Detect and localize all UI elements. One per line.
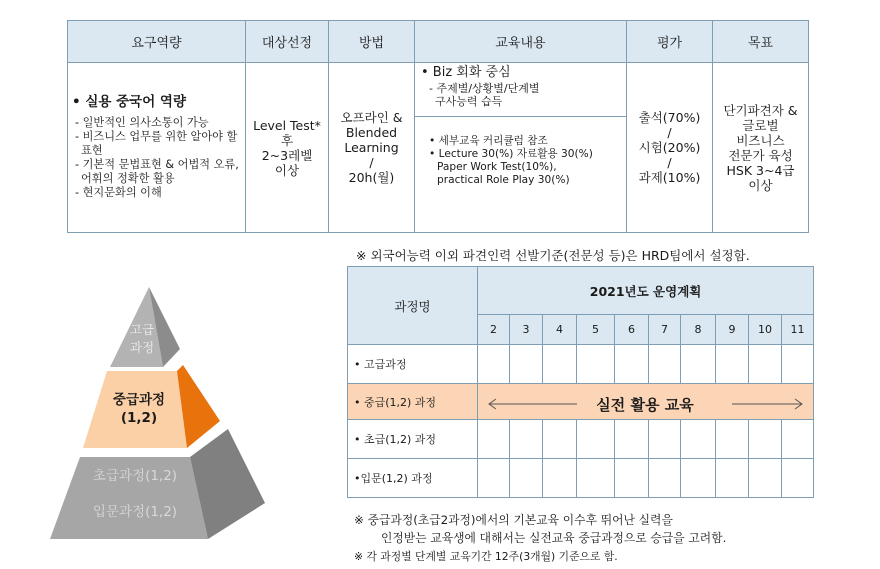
pyramid-middle-line: 중급과정 [112, 392, 166, 408]
month-cell: 8 [681, 315, 716, 345]
content-line: • 세부교육 커리큘럼 참조 [429, 135, 548, 147]
content-sub: 구사능력 습득 [435, 95, 503, 108]
content-bottom [415, 117, 626, 191]
pyramid-top-label [122, 321, 162, 357]
goal-line: HSK 3~4급 [726, 162, 795, 178]
method-line: 오프라인 & [340, 110, 403, 125]
table-header-row [68, 21, 809, 63]
evaluation-line: 시험(20%) [638, 140, 701, 155]
method-line: Learning [344, 140, 399, 155]
course-name-header: 과정명 [348, 267, 478, 345]
header-goal: 목표 [713, 21, 809, 63]
competency-table [67, 20, 809, 233]
course-beginner: • 초급(1,2) 과정 [348, 420, 478, 459]
pyramid-middle-label [90, 391, 188, 427]
header-content: 교육내용 [415, 21, 627, 63]
table-row [68, 63, 809, 233]
course-intro: •입문(1,2) 과정 [348, 459, 478, 498]
month-cell: 10 [749, 315, 782, 345]
evaluation-cell [627, 63, 713, 233]
header-evaluation: 평가 [627, 21, 713, 63]
month-cell: 7 [649, 315, 681, 345]
pyramid-bottom-line: 초급과정(1,2) [92, 468, 178, 484]
evaluation-line: 과제(10%) [638, 170, 701, 185]
pyramid-top-line: 과정 [129, 340, 155, 355]
pyramid-middle-line: (1,2) [120, 410, 158, 426]
method-line: / [369, 155, 374, 170]
goal-line: 단기파견자 & [723, 102, 798, 118]
evaluation-line: / [667, 155, 672, 170]
method-cell [329, 63, 415, 233]
goal-line: 글로벌 [742, 117, 779, 133]
competency-item: - 기본적 문법표현 & 어법적 오류, 어휘의 정확한 활용 [75, 158, 239, 185]
month-cell: 5 [577, 315, 615, 345]
month-cell: 2 [478, 315, 510, 345]
schedule-header-row [348, 267, 814, 315]
target-line: Level Test* [253, 117, 321, 133]
target-line: 이상 [274, 162, 300, 178]
goal-line: 비즈니스 [736, 132, 785, 148]
target-cell [246, 63, 329, 233]
competency-title: • 실용 중국어 역량 [72, 94, 187, 110]
selection-note: ※ 외국어능력 이외 파견인력 선발기준(전문성 등)은 HRD팀에서 설정함. [356, 248, 750, 263]
content-cell [415, 63, 627, 233]
content-line: • Lecture 30(%) 자료활용 30(%) [429, 148, 593, 160]
target-line: 후 [280, 132, 294, 148]
goal-line: 이상 [748, 177, 773, 193]
month-cell: 9 [716, 315, 749, 345]
header-competency: 요구역량 [68, 21, 246, 63]
plan-header: 2021년도 운영계획 [478, 267, 814, 315]
month-cell: 4 [543, 315, 577, 345]
promotion-note-continued: 인정받는 교육생에 대해서는 실전교육 중급과정으로 승급을 고려함. [381, 531, 727, 545]
content-line: Paper Work Test(10%), [437, 161, 557, 173]
month-cell: 11 [782, 315, 814, 345]
pyramid-bottom-label [70, 467, 200, 521]
content-line: practical Role Play 30(%) [437, 174, 570, 186]
pyramid-top-line: 고급 [129, 322, 155, 337]
competency-item: - 현지문화의 이해 [75, 186, 162, 199]
duration-note: ※ 각 과정별 단계별 교육기간 12주(3개월) 기준으로 함. [354, 550, 618, 563]
target-line: 2~3레벨 [261, 147, 313, 163]
table-row [348, 345, 814, 384]
course-intermediate: • 중급(1,2) 과정 [348, 384, 478, 420]
table-row [348, 420, 814, 459]
month-cell: 6 [615, 315, 649, 345]
evaluation-line: 출석(70%) [638, 110, 701, 125]
content-sub: - 주제별/상황별/단계별 [429, 82, 540, 95]
header-method: 방법 [329, 21, 415, 63]
goal-cell [713, 63, 809, 233]
course-advanced: • 고급과정 [348, 345, 478, 384]
competency-cell [68, 63, 246, 233]
goal-line: 전문가 육성 [728, 147, 793, 163]
course-pyramid [50, 287, 290, 539]
pyramid-bottom-line: 입문과정(1,2) [92, 504, 178, 520]
content-title: • Biz 회화 중심 [421, 65, 511, 80]
content-top [415, 63, 626, 117]
competency-item: - 일반적인 의사소통이 가능 [75, 116, 209, 129]
competency-item: - 비즈니스 업무를 위한 알아야 할 표현 [75, 130, 238, 157]
header-target: 대상선정 [246, 21, 329, 63]
method-line: Blended [345, 125, 398, 140]
evaluation-line: / [667, 125, 672, 140]
month-cell: 3 [510, 315, 543, 345]
banner-label: 실전 활용 교육 [596, 396, 694, 414]
promotion-note: ※ 중급과정(초급2과정)에서의 기본교육 이수후 뛰어난 실력을 [354, 513, 673, 527]
practical-training-banner [477, 386, 813, 422]
schedule-table [347, 266, 814, 498]
table-row [348, 459, 814, 498]
method-line: 20h(월) [348, 170, 395, 185]
